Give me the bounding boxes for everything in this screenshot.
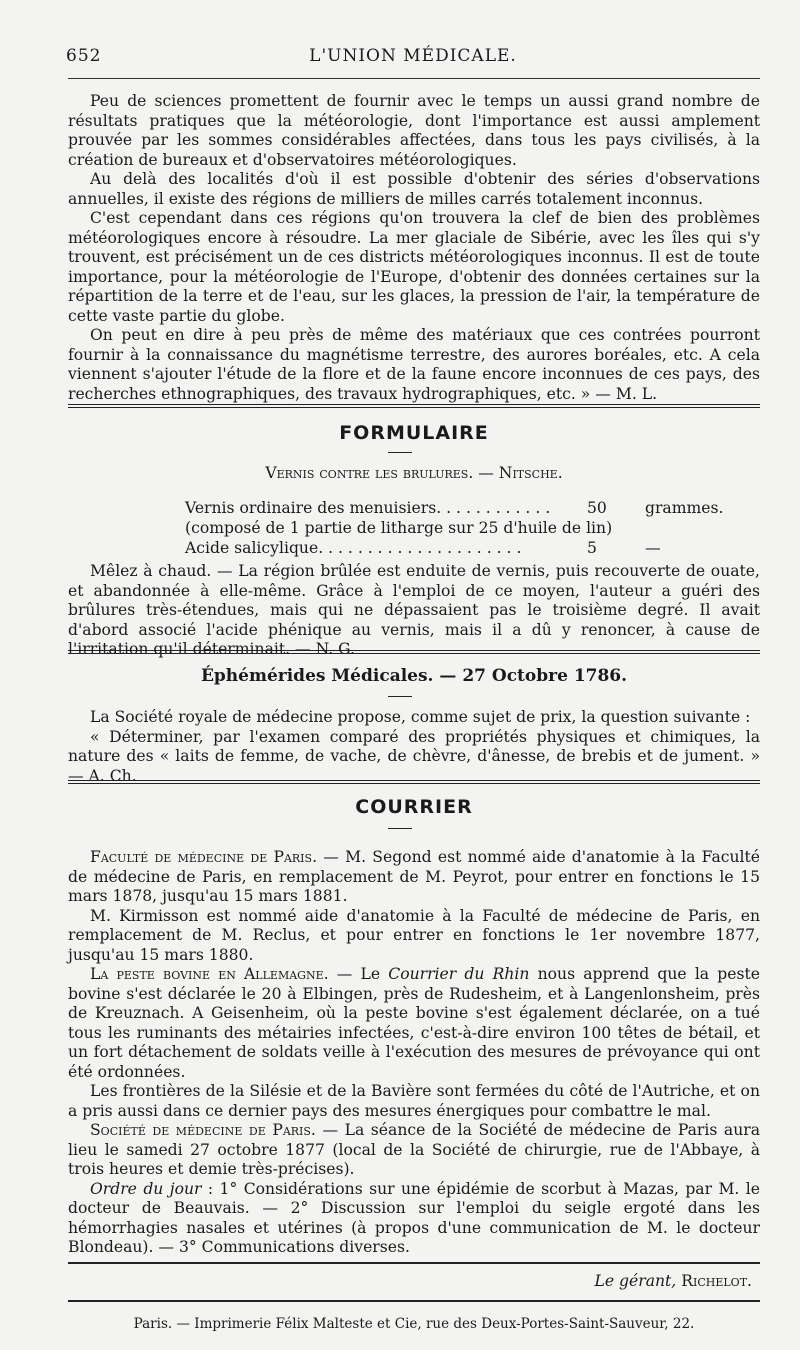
recipe-row [185,498,760,518]
ephemerides-paragraph: « Déterminer, par l'examen comparé des propriétés physiques et chimiques, la nature des « laits de femme, de vache, de chèvre, d'ânesse, de brebis et de jument. » — A. Ch. [68,727,760,785]
formulaire-subtitle: Vernis contre les brulures. — Nitsche. [265,464,563,482]
formulaire-text [68,562,760,660]
intro-paragraph: On peut en dire à peu près de même des matériaux que ces contrées pourront fournir à la connaissance du magnétisme terrestre, des aurores boréales, etc. A cela viennent s'ajouter l'étude de la flore et de la faune encore inconnues de ces pays, des recherches ethnographiques, des travaux hydrographiques, etc. » — M. L. [68,326,760,403]
courrier-paragraph: M. Kirmisson est nommé aide d'anatomie à la Faculté de médecine de Paris, en remplacement de M. Reclus, et pour entrer en fonctions le 1er novembre 1877, jusqu'au 15 mars 1880. [68,906,760,964]
intro-paragraph: Peu de sciences promettent de fournir avec le temps un aussi grand nombre de résultats pratiques que la météorologie, dont l'importance est aussi amplement prouvée par les sommes considérables affectées, dans tous les pays civilisés, à la création de bureaux et d'observatoires météorologiques. [68,92,760,169]
courrier-text [68,848,760,1258]
heading-dash [388,696,412,697]
ephemerides-heading: Éphémérides Médicales. — 27 Octobre 1786. [200,666,628,686]
ephemerides-paragraph: La Société royale de médecine propose, comme sujet de prix, la question suivante : [90,708,751,726]
signature-label: Le gérant, [594,1272,677,1290]
courrier-body: nous apprend que la peste bovine s'est déclarée le 20 à Elbingen, près de Rudesheim, et à Langenlonsheim, près de Kreuznach. A Geisenheim, où la peste bovine s'est également déclarée, on a tué tous les ruminants des métairies infectées, c'est-à-dire environ 100 têtes de bétail, et un fort détachement de soldats veille à l'exécution des mesures de prévoyance qui ont été ordonnées. [68,965,760,1081]
ephemerides-text [68,708,760,786]
formulaire-body: Mêlez à chaud. — La région brûlée est enduite de vernis, puis recouverte de ouate, et abandonnée à elle-même. Grâce à l'emploi de ce moyen, l'auteur a guéri des brûlures très-étendues, mais qui ne dépassaient pas le troisième degré. Il avait d'abord associé l'acide phénique au vernis, mais il a dû y renoncer, à cause de l'irritation qu'il déterminait. — N. G. [68,562,760,658]
intro-paragraph: Au delà des localités d'où il est possible d'obtenir des séries d'observations annuelles, il existe des régions de milliers de milles carrés totalement inconnus. [68,170,760,208]
footer-rule [68,1300,760,1302]
recipe-list [185,498,760,558]
section-divider [68,404,760,408]
courrier-heading: COURRIER [355,796,473,818]
courrier-body: : 1° Considérations sur une épidémie de scorbut à Mazas, par M. le docteur de Beauvais. — 2° Discussion sur l'emploi du seigle ergoté dans les hémorrhagies nasales et utérines (à propos d'une communication de M. le docteur Blondeau). — 3° Communications diverses. [68,1179,761,1256]
courrier-body: — M. Segond est nommé aide d'anatomie à la Faculté de médecine de Paris, en remplacement de M. Peyrot, pour entrer en fonctions le 15 mars 1878, jusqu'au 15 mars 1881. [68,848,760,905]
courrier-body: — La séance de la Société de médecine de Paris aura lieu le samedi 27 octobre 1877 (local de la Société de chirurgie, rue de l'Abbaye, à trois heures et demie très-précises). [68,1121,761,1178]
recipe-unit: grammes. [645,499,724,517]
header-rule [68,78,760,79]
heading-dash [388,828,412,829]
recipe-qty: 5 [587,539,597,557]
section-divider [68,650,760,654]
recipe-item: Vernis ordinaire des menuisiers. . . . . . . . . . . . [185,499,551,517]
courrier-paragraph: Les frontières de la Silésie et de la Bavière sont fermées du côté de l'Autriche, et on a pris aussi dans ce dernier pays des mesures énergiques pour combattre le mal. [68,1082,760,1120]
signature-rule [68,1262,760,1264]
recipe-row [185,518,760,538]
signature-name: Richelot. [681,1272,752,1290]
courrier-lead: Faculté de médecine de Paris. [90,848,318,866]
courrier-paragraph [68,965,760,1082]
courrier-body: — Le [328,965,389,983]
recipe-row [185,538,760,558]
intro-text [68,92,760,404]
recipe-item: (composé de 1 partie de litharge sur 25 d'huile de lin) [185,519,613,537]
recipe-item: Acide salicylique. . . . . . . . . . . . . . . . . . . . . [185,539,522,557]
intro-paragraph: C'est cependant dans ces régions qu'on trouvera la clef de bien des problèmes météorologiques encore à résoudre. La mer glaciale de Sibérie, avec les îles qui s'y trouvent, est précisément un de ces districts météorologiques inconnus. Il est de toute importance, pour la météorologie de l'Europe, d'obtenir des données certaines sur la répartition de la terre et de l'eau, sur les glaces, la pression de l'air, la température de cette vaste partie du globe. [68,209,760,325]
courrier-paragraph [68,1180,760,1258]
journal-title: L'UNION MÉDICALE. [309,46,517,66]
recipe-qty: 50 [587,499,607,517]
recipe-unit: — [645,539,661,557]
formulaire-heading: FORMULAIRE [339,422,489,444]
section-divider [68,780,760,784]
courrier-paragraph [68,1121,760,1180]
courrier-lead: La peste bovine en Allemagne. [90,965,329,983]
printer-imprint: Paris. — Imprimerie Félix Malteste et Cie, rue des Deux-Portes-Saint-Sauveur, 22. [133,1316,695,1332]
courrier-lead: Société de médecine de Paris. [90,1121,316,1139]
courrier-italic: Courrier du Rhin [388,965,530,983]
page-header [66,46,760,72]
courrier-paragraph [68,848,760,907]
signature [595,1272,753,1290]
courrier-italic: Ordre du jour [90,1179,202,1198]
page-number: 652 [66,46,102,66]
heading-dash [388,452,412,453]
